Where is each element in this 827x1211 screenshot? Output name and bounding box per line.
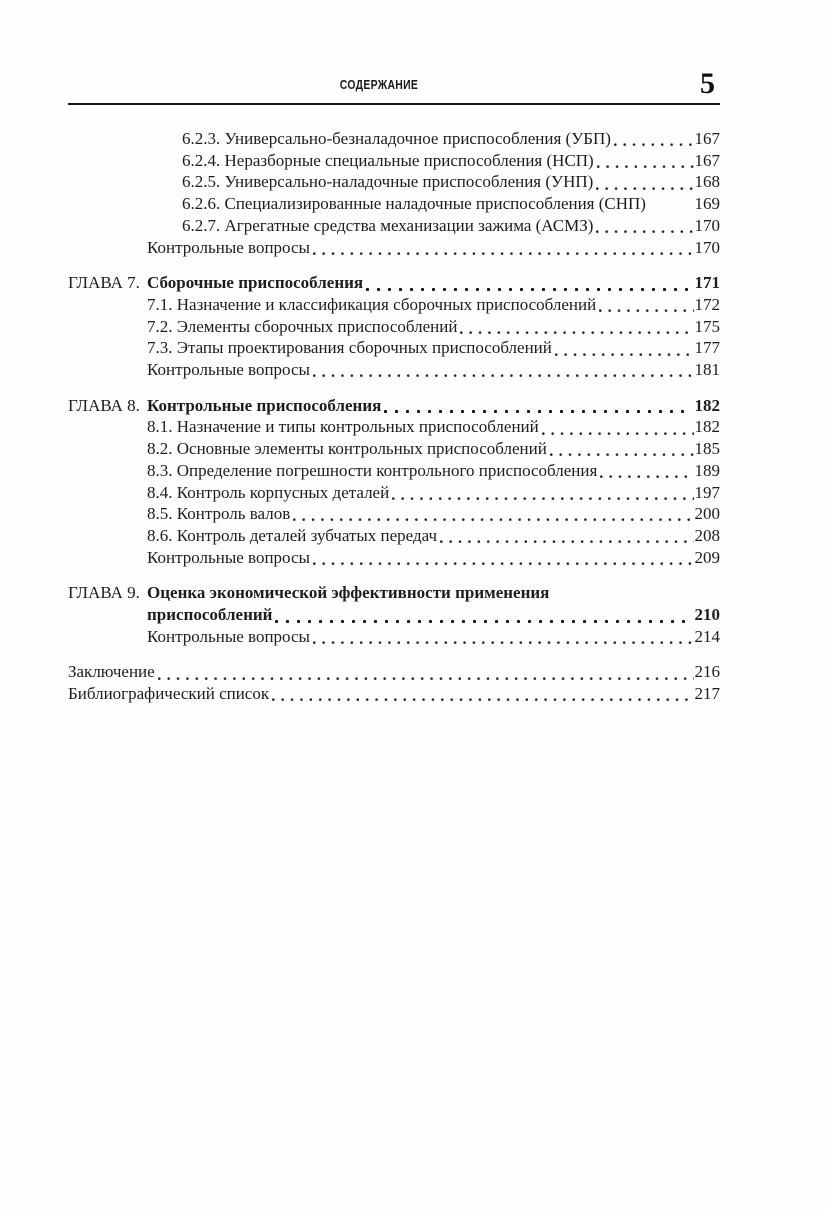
toc-leader-dots	[158, 676, 694, 680]
toc-row	[68, 237, 720, 259]
toc-leader-dots	[600, 474, 693, 478]
toc-row	[68, 547, 720, 569]
toc-row	[68, 215, 720, 237]
toc-leader-dots	[614, 142, 694, 146]
toc-row	[68, 316, 720, 338]
toc-row-title: Оценка экономической эффективности применения	[147, 583, 550, 603]
toc-row-page: 175	[694, 316, 720, 336]
toc-row-title: 8.2. Основные элементы контрольных приспособлений	[147, 439, 547, 459]
toc-row-title: 8.1. Назначение и типы контрольных приспособлений	[147, 417, 539, 437]
toc-leader-dots	[542, 431, 694, 435]
toc-leader-dots	[599, 308, 693, 312]
toc-row	[68, 460, 720, 482]
toc-row-title: 8.5. Контроль валов	[147, 504, 291, 524]
toc-row-page: 167	[694, 150, 720, 170]
page-header	[68, 0, 720, 103]
toc-row	[68, 525, 720, 547]
toc-row-title: Контрольные вопросы	[147, 547, 310, 567]
toc-row-title: Контрольные вопросы	[147, 237, 310, 257]
toc-leader-dots	[597, 164, 694, 168]
toc-row-title: Сборочные приспособления	[147, 273, 364, 293]
toc-gap	[68, 568, 720, 582]
toc-row-page: 216	[694, 662, 720, 682]
running-title: СОДЕРЖАНИЕ	[339, 77, 419, 92]
toc-row-page: 200	[694, 504, 720, 524]
toc-row-page: 210	[694, 605, 720, 625]
toc-row	[68, 582, 720, 604]
toc-row	[68, 395, 720, 417]
toc-row	[68, 482, 720, 504]
toc-row-title: 6.2.5. Универсально-наладочные приспособления (УНП)	[182, 172, 594, 192]
toc-row-title: 6.2.3. Универсально-безналадочное приспособления (УБП)	[182, 129, 611, 148]
toc-gap	[68, 258, 720, 272]
toc-row-page: 182	[694, 395, 720, 415]
toc-leader-dots	[272, 697, 693, 701]
toc-row-title: 7.2. Элементы сборочных приспособлений	[147, 316, 458, 336]
toc-row-page: 209	[694, 547, 720, 567]
toc-row-page: 189	[694, 460, 720, 480]
toc-row	[68, 294, 720, 316]
toc-row-title: 8.3. Определение погрешности контрольного приспособления	[147, 460, 598, 480]
toc-row-page: 208	[694, 525, 720, 545]
toc-row-title: 8.6. Контроль деталей зубчатых передач	[147, 525, 438, 545]
toc-row-page: 217	[694, 684, 720, 704]
toc-row-page: 197	[694, 482, 720, 502]
toc-row-title: 6.2.6. Специализированные наладочные приспособления (СНП)	[182, 194, 646, 214]
toc-row-page: 181	[694, 360, 720, 380]
toc-leader-dots	[275, 619, 688, 623]
toc-row-page: 182	[694, 417, 720, 437]
toc-row-page: 167	[694, 129, 720, 148]
toc-leader-dots	[596, 186, 693, 190]
toc-row-page: 214	[694, 626, 720, 646]
toc-leader-dots	[313, 251, 694, 255]
page-number: 5	[700, 67, 715, 100]
toc-row-page: 170	[694, 215, 720, 235]
toc-row-title: 6.2.7. Агрегатные средства механизации зажима (АСМЗ)	[182, 215, 594, 235]
toc-row	[68, 193, 720, 215]
toc-row-page: 171	[694, 273, 720, 293]
toc-row-title: 6.2.4. Неразборные специальные приспособления (НСП)	[182, 150, 594, 170]
toc-row	[68, 150, 720, 172]
toc-gap	[68, 381, 720, 395]
page-content	[68, 0, 720, 705]
toc-leader-dots	[555, 352, 694, 356]
toc-row	[68, 604, 720, 626]
toc-row-title: приспособлений	[147, 605, 273, 625]
toc-row	[68, 272, 720, 294]
toc-row-title: 8.4. Контроль корпусных деталей	[147, 482, 390, 502]
toc-row	[68, 416, 720, 438]
toc-leader-dots	[366, 287, 688, 291]
toc-row-prefix: ГЛАВА 7.	[68, 273, 140, 293]
toc-row	[68, 683, 720, 705]
toc-row-page: 172	[694, 294, 720, 314]
toc-row-page: 170	[694, 237, 720, 257]
toc-row-prefix: ГЛАВА 8.	[68, 395, 140, 415]
toc-leader-dots	[550, 452, 694, 456]
toc-leader-dots	[384, 409, 688, 413]
toc-leader-dots	[392, 496, 693, 500]
toc-row	[68, 661, 720, 683]
toc-row-title: 7.1. Назначение и классификация сборочных приспособлений	[147, 294, 597, 314]
toc-row-title: Контрольные приспособления	[147, 395, 382, 415]
toc-leader-dots	[460, 330, 693, 334]
toc-row-prefix: ГЛАВА 9.	[68, 583, 140, 603]
toc-leader-dots	[596, 229, 693, 233]
toc-row	[68, 171, 720, 193]
toc-row-page: 177	[694, 338, 720, 358]
toc-leader-dots	[313, 373, 694, 377]
toc-leader-dots	[293, 517, 693, 521]
toc-row	[68, 359, 720, 381]
toc-row	[68, 128, 720, 150]
toc-list	[68, 105, 720, 705]
toc-row-page: 168	[694, 172, 720, 192]
toc-row-title: Библиографический список	[68, 684, 270, 704]
toc-gap	[68, 647, 720, 661]
toc-row-page: 169	[694, 194, 720, 214]
toc-row-title: Контрольные вопросы	[147, 360, 310, 380]
toc-row	[68, 337, 720, 359]
toc-row	[68, 503, 720, 525]
toc-row-title: Заключение	[68, 662, 155, 682]
toc-row-title: Контрольные вопросы	[147, 626, 310, 646]
toc-leader-dots	[440, 539, 693, 543]
toc-row	[68, 626, 720, 648]
toc-row-title: 7.3. Этапы проектирования сборочных приспособлений	[147, 338, 552, 358]
toc-leader-dots	[313, 640, 694, 644]
toc-leader-dots	[313, 561, 694, 565]
toc-row-page: 185	[694, 439, 720, 459]
toc-row	[68, 438, 720, 460]
